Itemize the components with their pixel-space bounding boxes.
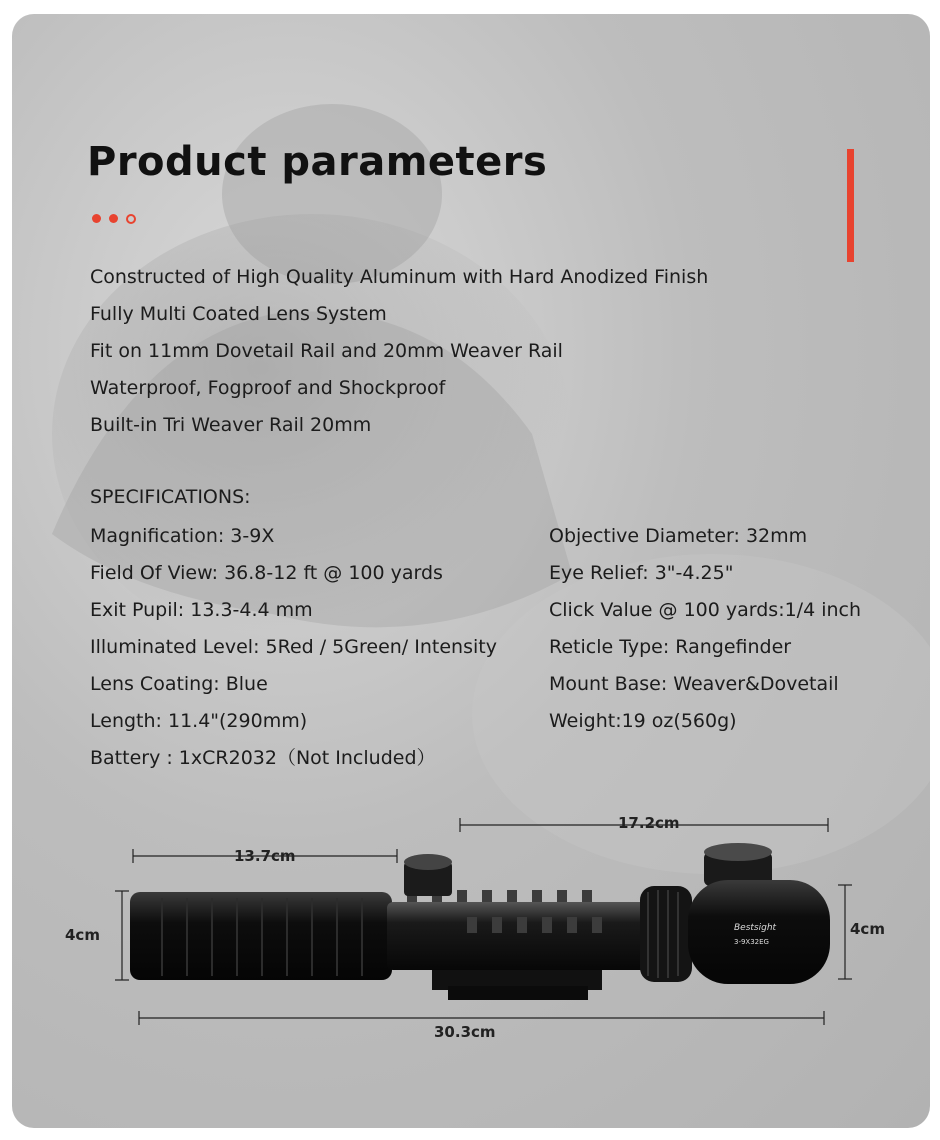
accent-bar bbox=[847, 149, 854, 262]
specs-right-column bbox=[549, 523, 861, 745]
feature-item: Waterproof, Fogproof and Shockproof bbox=[90, 377, 446, 399]
scope-brand-label: Bestsight bbox=[734, 923, 777, 933]
spec-item: Length: 11.4"(290mm) bbox=[90, 710, 308, 732]
spec-item: Lens Coating: Blue bbox=[90, 673, 268, 695]
spec-item: Battery : 1xCR2032（Not Included） bbox=[90, 747, 436, 769]
dim-front-height: 4cm bbox=[65, 926, 100, 944]
decorative-dots bbox=[92, 214, 136, 224]
feature-item: Fully Multi Coated Lens System bbox=[90, 303, 387, 325]
scope-model-label: 3-9X32EG bbox=[734, 938, 769, 946]
feature-item: Fit on 11mm Dovetail Rail and 20mm Weaver Rail bbox=[90, 340, 563, 362]
spec-item: Illuminated Level: 5Red / 5Green/ Intensity bbox=[90, 636, 497, 658]
spec-item: Exit Pupil: 13.3-4.4 mm bbox=[90, 599, 313, 621]
spec-item: Eye Relief: 3"-4.25" bbox=[549, 562, 734, 584]
spec-item: Magnification: 3-9X bbox=[90, 525, 275, 547]
hollow-dot-icon bbox=[126, 214, 136, 224]
dim-rear-height: 4cm bbox=[850, 920, 885, 938]
spec-item: Objective Diameter: 32mm bbox=[549, 525, 808, 547]
rail-body bbox=[387, 902, 649, 970]
page-title: Product parameters bbox=[87, 139, 548, 185]
dot-icon bbox=[92, 214, 101, 223]
feature-item: Constructed of High Quality Aluminum with Hard Anodized Finish bbox=[90, 266, 709, 288]
feature-item: Built-in Tri Weaver Rail 20mm bbox=[90, 414, 372, 436]
feature-list bbox=[90, 264, 708, 449]
specs-heading: SPECIFICATIONS: bbox=[90, 486, 251, 508]
specs-left-column bbox=[90, 523, 497, 782]
product-card bbox=[12, 14, 930, 1128]
dim-rear-length: 17.2cm bbox=[618, 814, 680, 832]
spec-item: Click Value @ 100 yards:1/4 inch bbox=[549, 599, 862, 621]
dim-front-length: 13.7cm bbox=[234, 847, 296, 865]
spec-item: Weight:19 oz(560g) bbox=[549, 710, 737, 732]
spec-item: Mount Base: Weaver&Dovetail bbox=[549, 673, 839, 695]
dim-total-length: 30.3cm bbox=[434, 1023, 496, 1041]
spec-item: Reticle Type: Rangefinder bbox=[549, 636, 792, 658]
spec-item: Field Of View: 36.8-12 ft @ 100 yards bbox=[90, 562, 443, 584]
dot-icon bbox=[109, 214, 118, 223]
